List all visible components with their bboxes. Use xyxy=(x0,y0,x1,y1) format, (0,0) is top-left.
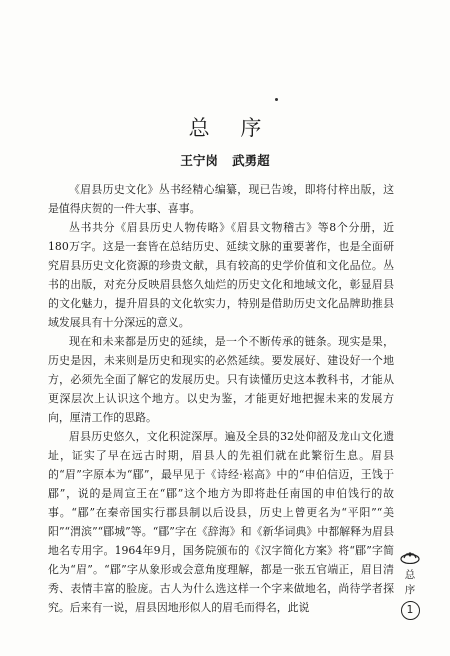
ink-dot xyxy=(275,98,278,101)
side-margin-marker xyxy=(397,548,423,620)
page-title: 总 序 xyxy=(188,116,274,140)
page-number: 1 xyxy=(401,601,420,620)
authors: 王宁岗 武勇超 xyxy=(180,153,270,168)
paragraph: 眉县历史悠久，文化积淀深厚。遍及全县的32处仰韶及龙山文化遗址，证实了早在远古时期，眉县人的先祖们就在此繁衍生息。眉县的“眉”字原本为“郿”，最早见于《诗经·崧高》中的“申伯信迈，王饯于郿”，说的是周宣王在“郿”这个地方为即将赴任南国的申伯饯行的故事。“郿”在秦帝国实行郡县制以后设县，历史上曾更名为“平阳”“美阳”“渭滨”“郿城”等。“郿”字在《辞海》和《新华词典》中都解释为眉县地名专用字。1964年9月，国务院颁布的《汉字简化方案》将“郿”字简化为“眉”。“郿”字从象形或会意角度理解，都是一张五官端正，眉目清秀、表情丰富的脸庞。古人为什么选这样一个字来做地名，尚待学者探究。后来有一说，眉县因地形似人的眉毛而得名，此说 xyxy=(48,430,394,614)
flower-ornament-icon xyxy=(400,548,420,564)
paragraph: 丛书共分《眉县历史人物传略》《眉县文物稽古》等8个分册，近180万字。这是一套皆在总结历史、延续文脉的重要著作，也是全面研究眉县历史文化资源的珍贵文献，具有较高的史学价值和文化品位。丛书的出版，对充分反映眉县悠久灿烂的历史文化和地域文化，彰显眉县的文化魅力，提升眉县的文化软实力，特别是借助历史文化品牌助推县域发展具有十分深远的意义。 xyxy=(48,221,394,329)
section-char: 序 xyxy=(404,584,416,596)
paragraph: 现在和未来都是历史的延续，是一个不断传承的链条。现实是果，历史是因，未来则是历史和现实的必然延续。要发展好、建设好一个地方，必须先全面了解它的发展历史。只有读懂历史这本教科书，才能从更深层次上认识这个地方。以史为鉴，才能更好地把握未来的发展方向，厘清工作的思路。 xyxy=(48,335,394,424)
paragraph: 《眉县历史文化》丛书经精心编纂，现已告竣，即将付梓出版，这是值得庆贺的一件大事、喜事。 xyxy=(48,183,394,215)
body-text xyxy=(48,180,394,617)
section-char: 总 xyxy=(404,569,416,581)
